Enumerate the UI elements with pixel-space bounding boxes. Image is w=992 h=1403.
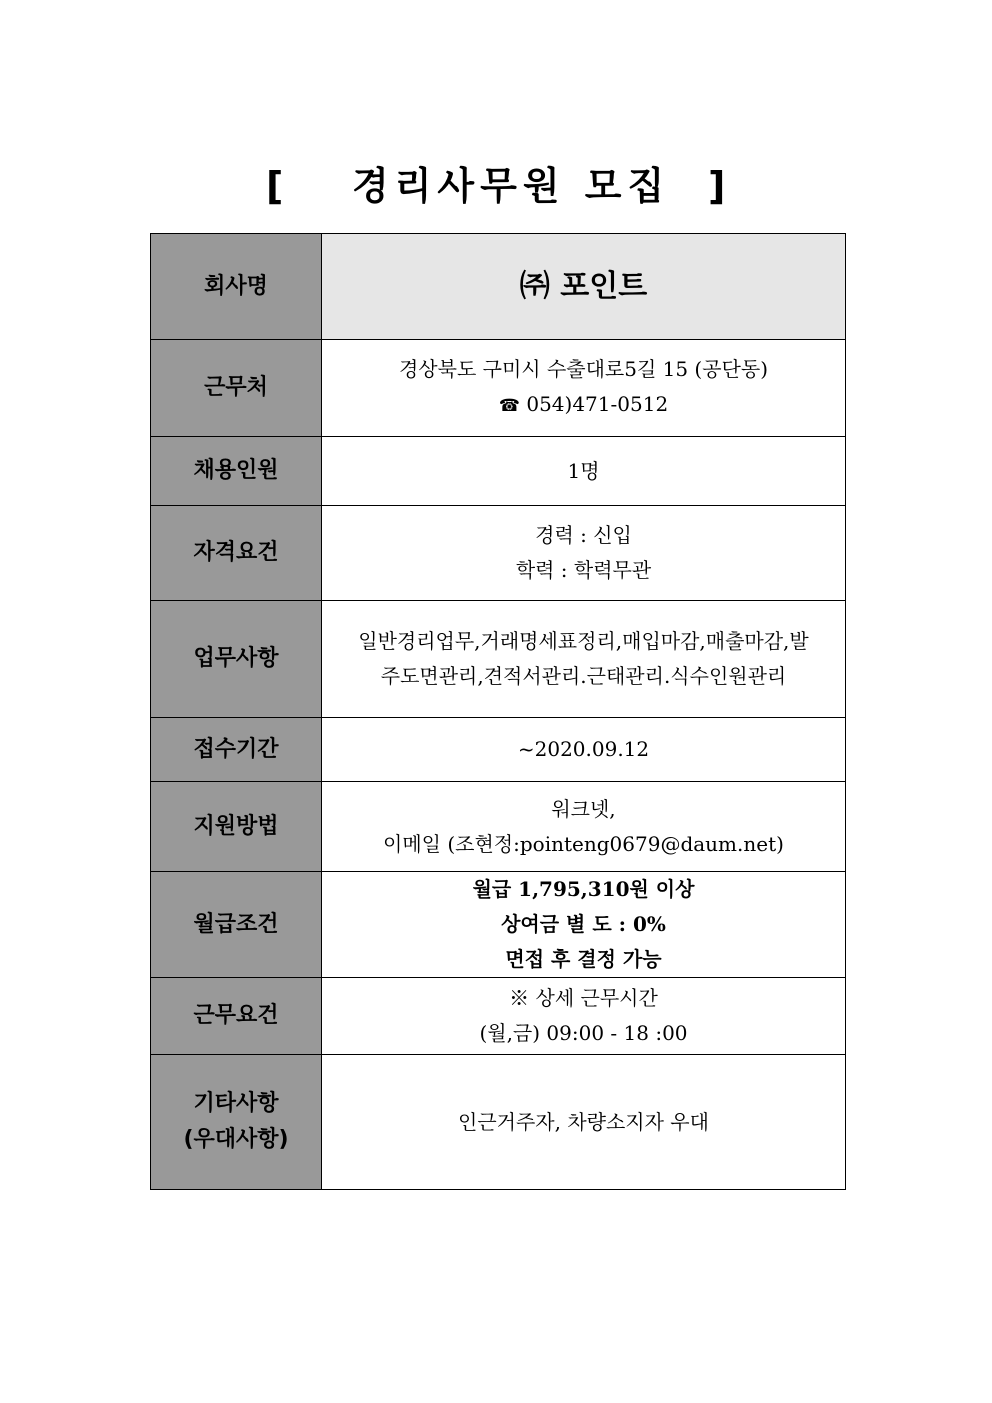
label-company [151, 234, 322, 340]
value-duties [322, 601, 846, 718]
label-company-text: 회사명 [204, 273, 268, 299]
application-period-text: ~2020.09.12 [517, 737, 650, 761]
page-title [0, 158, 992, 214]
salary-line-1: 월급 1,795,310원 이상 [472, 877, 695, 901]
label-application-period [151, 718, 322, 782]
label-qualifications-text: 자격요건 [193, 540, 279, 565]
label-etc-line-1: 기타사항 [193, 1091, 279, 1116]
application-method-line-2: 이메일 (조현정:pointeng0679@daum.net) [383, 831, 784, 856]
label-application-period-text: 접수기간 [193, 736, 279, 762]
label-application-method-text: 지원방법 [193, 813, 279, 839]
value-etc [322, 1055, 846, 1190]
work-conditions-line-2: (월,금) 09:00 - 18 :00 [479, 1021, 688, 1045]
headcount-text: 1명 [567, 458, 600, 483]
label-work-conditions-text: 근무요건 [193, 1003, 279, 1028]
row-duties [151, 601, 846, 718]
label-salary-text: 월급조건 [193, 911, 279, 937]
value-headcount [322, 437, 846, 506]
label-workplace [151, 340, 322, 437]
duties-line-2: 주도면관리,견적서관리.근태관리.식수인원관리 [380, 664, 787, 688]
label-etc-line-2: (우대사항) [183, 1127, 289, 1152]
label-duties-text: 업무사항 [193, 646, 279, 671]
label-headcount [151, 437, 322, 506]
label-qualifications [151, 506, 322, 601]
etc-text: 인근거주자, 차량소지자 우대 [458, 1109, 709, 1134]
phone-number: 054)471-0512 [526, 392, 669, 416]
company-name: ㈜ 포인트 [519, 269, 648, 304]
row-workplace [151, 340, 846, 437]
value-company [322, 234, 846, 340]
salary-line-2: 상여금 별 도 : 0% [501, 912, 666, 936]
value-application-method [322, 782, 846, 872]
value-application-period [322, 718, 846, 782]
value-qualifications [322, 506, 846, 601]
workplace-address: 경상북도 구미시 수출대로5길 15 (공단동) [398, 357, 768, 381]
row-work-conditions [151, 978, 846, 1055]
row-qualifications [151, 506, 846, 601]
salary-line-3: 면접 후 결정 가능 [505, 947, 662, 971]
label-work-conditions [151, 978, 322, 1055]
label-headcount-text: 채용인원 [193, 458, 279, 483]
qualification-experience: 경력 : 신입 [535, 523, 632, 547]
job-posting-table [150, 233, 846, 1190]
row-application-method [151, 782, 846, 872]
label-etc [151, 1055, 322, 1190]
row-salary [151, 872, 846, 978]
label-application-method [151, 782, 322, 872]
duties-line-1: 일반경리업무,거래명세표정리,매입마감,매출마감,발 [358, 629, 809, 653]
application-method-line-1: 워크넷, [551, 796, 616, 821]
work-conditions-line-1: ※ 상세 근무시간 [509, 986, 658, 1010]
row-application-period [151, 718, 846, 782]
row-company [151, 234, 846, 340]
value-workplace [322, 340, 846, 437]
workplace-phone [322, 387, 845, 424]
title-bracket-right: ] [708, 164, 726, 208]
label-duties [151, 601, 322, 718]
row-headcount [151, 437, 846, 506]
telephone-icon: ☎ [498, 396, 520, 416]
label-workplace-text: 근무처 [204, 375, 268, 400]
qualification-education: 학력 : 학력무관 [515, 558, 652, 582]
title-bracket-left: [ [266, 164, 284, 208]
value-salary [322, 872, 846, 978]
value-work-conditions [322, 978, 846, 1055]
title-text: 경리사무원 모집 [352, 164, 671, 208]
row-etc [151, 1055, 846, 1190]
label-salary [151, 872, 322, 978]
